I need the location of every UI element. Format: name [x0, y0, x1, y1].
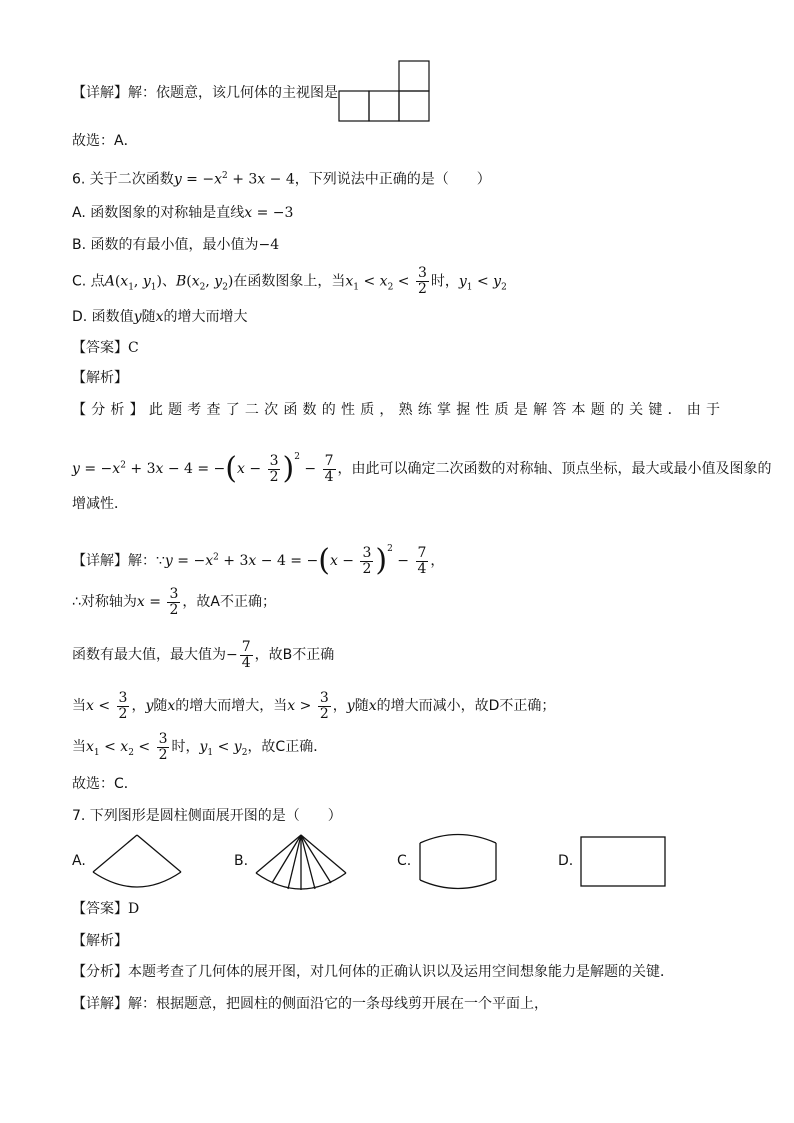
q6-analysis-line2: $y = -x^2 + 3x - 4 = -(x$ − $\frac{3}{2}$ )$^2$ − $\frac{7}{4}$ ，由此可以确定二次函数的对称轴、顶点坐标，最大或最小值及图象的	[72, 451, 772, 486]
q7-figure-c-curved-rect	[420, 835, 496, 889]
q6-detail-axis: ∴对称轴为x = $\frac{3}{2}$ ，故A不正确；	[72, 585, 276, 618]
q5-detail-line: 【详解】解：依题意，该几何体的主视图是	[72, 85, 338, 101]
q6-option-c: C. 点$A(x_1$, $y_1$)、$B(x_2$, $y_2$)在函数图象上，当$x_1 < x_2$ < $\frac{3}{2}$ 时，$y_1 < y_2$	[72, 265, 507, 297]
q6-detail-monotonic: 当x < $\frac{3}{2}$ ，y随x的增大而增大，当x > $\frac{3}{2}$ ，y随x的增大而减小，故D不正确；	[72, 689, 556, 722]
q7-analysis: 【分析】本题考查了几何体的展开图，对几何体的正确认识以及运用空间想象能力是解题的关键．	[72, 964, 674, 980]
q6-option-a: A. 函数图象的对称轴是直线x = −3	[72, 205, 294, 221]
q7-label-c: C.	[397, 853, 412, 869]
q6-detail-line1: 【详解】解：∵y = $-x^2 + 3x - 4 = -(x$ − $\frac{3}{2}$ )$^2$ − $\frac{7}{4}$ ，	[72, 543, 445, 578]
q6-function-formula: y	[173, 171, 182, 188]
q6-analysis-line1: 【分析】此题考查了二次函数的性质，熟练掌握性质是解答本题的关键．由于	[72, 402, 723, 418]
q7-figure-a-sector	[93, 835, 181, 887]
q6-detail-max: 函数有最大值，最大值为− $\frac{7}{4}$ ，故B不正确	[72, 638, 335, 671]
q6-answer: 【答案】C	[72, 340, 139, 356]
q6-parse-tag: 【解析】	[72, 370, 128, 386]
q6-detail-c: 当$x_1 < x_2$ < $\frac{3}{2}$ 时，$y_1 < y_2$，故C正确．	[72, 730, 328, 763]
q7-label-a: A.	[72, 853, 86, 869]
q5-choose: 故选：A．	[72, 133, 138, 149]
q7-figure-b-fan	[256, 835, 346, 890]
q6-stem: 6. 关于二次函数$y = -x^2 + 3x - 4$，下列说法中正确的是（ ）	[72, 171, 491, 188]
q7-figure-d-rectangle	[581, 837, 665, 886]
q6-analysis-line3: 增减性．	[72, 496, 128, 512]
q6-choose: 故选：C．	[72, 776, 138, 792]
q7-parse-tag: 【解析】	[72, 933, 128, 949]
q6-option-d: D. 函数值y随x的增大而增大	[72, 309, 248, 325]
q6-option-b: B. 函数的有最小值，最小值为−4	[72, 237, 280, 253]
detail-tag: 【详解】	[72, 85, 128, 101]
q7-label-b: B.	[234, 853, 249, 869]
q7-answer: 【答案】D	[72, 901, 140, 917]
q7-stem: 7. 下列图形是圆柱侧面展开图的是（ ）	[72, 808, 342, 824]
q7-label-d: D.	[558, 853, 574, 869]
q7-detail: 【详解】解：根据题意，把圆柱的侧面沿它的一条母线剪开展在一个平面上，	[72, 996, 548, 1012]
